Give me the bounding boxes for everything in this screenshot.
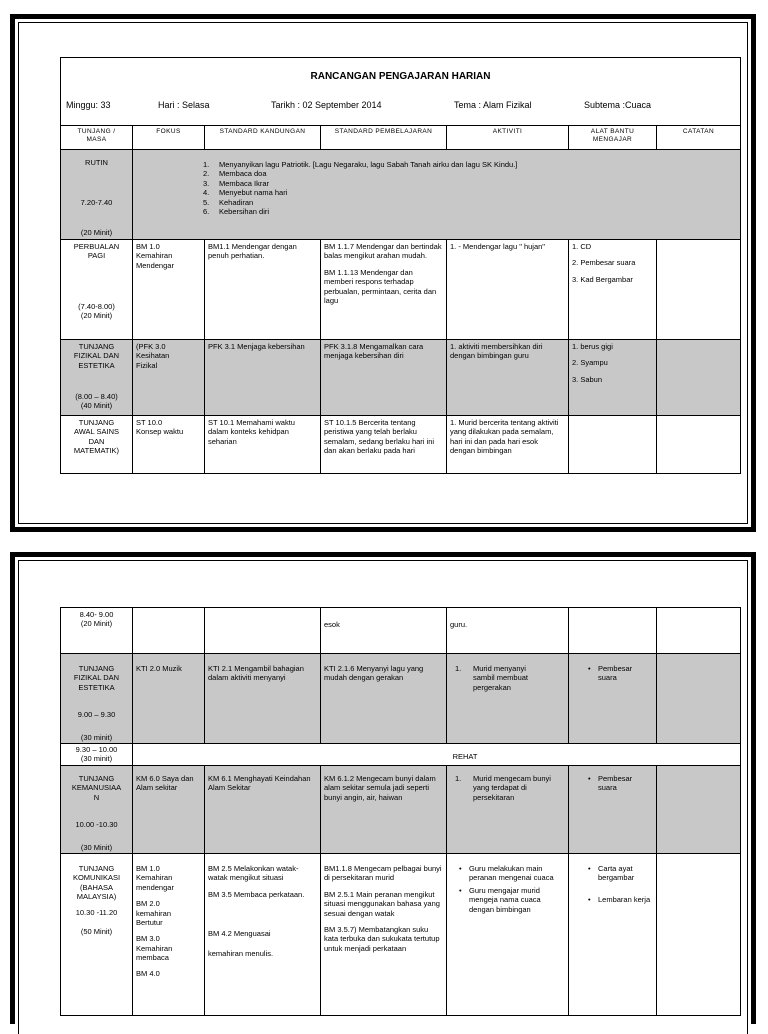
fizikal-abm: [569, 340, 657, 416]
komunikasi-label: TUNJANG KOMUNIKASI (BAHASA MALAYSIA): [72, 864, 121, 902]
perbualan-standard-kandungan: BM1.1 Mendengar dengan penuh perhatian.: [205, 240, 321, 340]
perbualan-masa-cell: [61, 240, 133, 340]
komunikasi-masa-cell: [61, 854, 133, 1016]
kemanusiaan-label: TUNJANG KEMANUSIAA N: [71, 774, 122, 802]
fokus-item: BM 1.0 Kemahiran mendengar: [136, 864, 174, 892]
abm-item: 2. Pembesar suara: [572, 258, 636, 268]
muzik-standard-pembelajaran: KTI 2.1.6 Menyanyi lagu yang mudah dengan gerakan: [321, 654, 447, 744]
row-rehat: [61, 744, 741, 766]
abm-item: 2. Syampu: [572, 358, 608, 368]
rutin-item: 3. Membaca Ikrar: [203, 178, 270, 188]
kemanusiaan-abm-cell: [569, 766, 657, 854]
sk-item: BM 3.5 Membaca perkataan.: [208, 889, 305, 899]
cont-time: 8.40- 9.00 (20 Minit): [61, 608, 133, 654]
day-label: Hari : Selasa: [158, 100, 210, 110]
komunikasi-abm: [569, 854, 657, 1016]
kemanusiaan-standard-kandungan: KM 6.1 Menghayati Keindahan Alam Sekitar: [205, 766, 321, 854]
komunikasi-duration: (50 Minit): [80, 926, 113, 936]
komunikasi-time: 10.30 -11.20: [75, 907, 118, 917]
week-label: Minggu: 33: [66, 100, 111, 110]
fokus-item: BM 3.0 Kemahiran membaca: [136, 934, 173, 962]
muzik-duration: (30 minit): [80, 732, 113, 742]
lesson-plan-table-2: [60, 607, 741, 1016]
kemanusiaan-masa-cell: [61, 766, 133, 854]
document-title: RANCANGAN PENGAJARAN HARIAN: [310, 71, 491, 82]
rutin-list: [203, 160, 737, 216]
subtheme-label: Subtema :Cuaca: [584, 100, 652, 110]
header-standard-kandungan: STANDARD KANDUNGAN: [205, 126, 321, 150]
komunikasi-standard-kandungan: [205, 854, 321, 1016]
row-perbualan-pagi: [61, 240, 741, 340]
awal-sains-standard-kandungan: ST 10.1 Memahami waktu dalam konteks kehidpan seharian: [205, 416, 321, 474]
sk-item: BM 2.5 Melakonkan watak-watak mengikut situasi: [208, 864, 299, 883]
sp-item: BM 3.5.7) Membatangkan suku kata terbuka dan sukukata tertutup untuk menjadi perkataan: [324, 924, 440, 953]
muzik-catatan: [657, 654, 741, 744]
sp-item: BM1.1.8 Mengecam pelbagai bunyi di persekitaran murid: [324, 864, 442, 883]
sp-item: BM 2.5.1 Main peranan mengikut situasi menggunakan bahasa yang sesuai dengan watak: [324, 889, 440, 918]
abm-item: 3. Sabun: [572, 374, 603, 384]
rutin-item: 1. Menyanyikan lagu Patriotik. [Lagu Negaraku, lagu Sabah Tanah airku dan lagu SK Kindu.]: [203, 160, 518, 169]
perbualan-aktiviti: 1. - Mendengar lagu " hujan": [447, 240, 569, 340]
rutin-item: 4. Menyebut nama hari: [203, 188, 288, 198]
lesson-plan-table-1: [60, 57, 741, 474]
header-alat-bantu-mengajar: ALAT BANTU MENGAJAR: [569, 126, 657, 150]
header-fokus: FOKUS: [133, 126, 205, 150]
header-catatan: CATATAN: [657, 126, 741, 150]
fizikal-masa-cell: [61, 340, 133, 416]
muzik-aktiviti: Murid menyanyi sambil membuat pergerakan: [473, 664, 529, 692]
rutin-item: 5. Kehadiran: [203, 197, 254, 207]
aktiviti-item: • Guru melakukan main peranan mengenai cuaca: [469, 864, 555, 883]
header-tunjang-masa: TUNJANG / MASA: [61, 126, 133, 150]
abm-item: • Lembaran kerja: [598, 895, 652, 904]
document-page-1: [10, 14, 756, 532]
sk-item: kemahiran menulis.: [208, 948, 274, 958]
rutin-duration: (20 Minit): [80, 227, 113, 237]
row-kemanusiaan: [61, 766, 741, 854]
cont-standard-kandungan: [205, 608, 321, 654]
awal-sains-abm: [569, 416, 657, 474]
perbualan-time: (7.40-8.00) (20 Minit): [78, 302, 115, 321]
aktiviti-item: • Guru mengajar murid mengeja nama cuaca dengan bimbingan: [469, 886, 555, 914]
header-aktiviti: AKTIVITI: [447, 126, 569, 150]
komunikasi-aktiviti: [447, 854, 569, 1016]
muzik-standard-kandungan: KTI 2.1 Mengambil bahagian dalam aktiviti menyanyi: [205, 654, 321, 744]
cont-fokus: [133, 608, 205, 654]
rutin-activities-cell: [133, 150, 741, 240]
header-standard-pembelajaran: STANDARD PEMBELAJARAN: [321, 126, 447, 150]
kemanusiaan-time: 10.00 -10.30: [75, 820, 118, 829]
fizikal-standard-kandungan: PFK 3.1 Menjaga kebersihan: [205, 340, 321, 416]
rehat-label: REHAT: [133, 744, 741, 766]
fizikal-catatan: [657, 340, 741, 416]
kemanusiaan-aktiviti-cell: 1. Murid mengecam bunyi yang terdapat di persekitaran: [447, 766, 569, 854]
kemanusiaan-fokus: KM 6.0 Saya dan Alam sekitar: [133, 766, 205, 854]
fizikal-standard-pembelajaran: PFK 3.1.8 Mengamalkan cara menjaga kebersihan diri: [321, 340, 447, 416]
fokus-item: BM 2.0 kemahiran Bertutur: [136, 899, 172, 927]
perbualan-abm: [569, 240, 657, 340]
awal-sains-fokus: ST 10.0 Konsep waktu: [133, 416, 205, 474]
rutin-time: 7.20-7.40: [80, 198, 113, 207]
fizikal-aktiviti: 1. aktiviti membersihkan diri dengan bimbingan guru: [447, 340, 569, 416]
perbualan-sp-2: BM 1.1.13 Mendengar dan memberi respons terhadap perbualan, permintaan, cerita dan lagu: [324, 267, 437, 305]
kemanusiaan-abm: • Pembesar suara: [598, 774, 642, 793]
abm-item: 1. berus gigi: [572, 342, 613, 351]
row-komunikasi: [61, 854, 741, 1016]
fizikal-time: (8.00 – 8.40) (40 Minit): [75, 392, 118, 411]
document-page-2: [10, 552, 756, 1024]
sk-item: BM 4.2 Menguasai: [208, 929, 271, 939]
perbualan-sp-1: BM 1.1.7 Mendengar dan bertindak balas mengikut arahan mudah.: [324, 242, 442, 261]
awal-sains-label: TUNJANG AWAL SAINS DAN MATEMATIK): [61, 416, 133, 474]
muzik-masa-cell: [61, 654, 133, 744]
awal-sains-catatan: [657, 416, 741, 474]
rutin-label: RUTIN: [85, 158, 108, 167]
muzik-time: 9.00 – 9.30: [77, 710, 116, 719]
rutin-masa-cell: [61, 150, 133, 240]
perbualan-label: PERBUALAN PAGI: [73, 242, 120, 261]
komunikasi-standard-pembelajaran: [321, 854, 447, 1016]
date-label: Tarikh : 02 September 2014: [271, 100, 382, 110]
rutin-item: 6. Kebersihan diri: [203, 206, 270, 216]
fizikal-label: TUNJANG FIZIKAL DAN ESTETIKA: [73, 342, 120, 370]
muzik-abm-cell: [569, 654, 657, 744]
abm-item: 1. CD: [572, 242, 592, 251]
awal-sains-aktiviti: 1. Murid bercerita tentang aktiviti yang dilakukan pada semalam, hari ini dan pada hari esok dengan bimbingan: [447, 416, 569, 474]
kemanusiaan-catatan: [657, 766, 741, 854]
rutin-item: 2. Membaca doa: [203, 169, 267, 179]
row-muzik: [61, 654, 741, 744]
cont-abm: [569, 608, 657, 654]
row-continuation: [61, 608, 741, 654]
muzik-fokus: KTI 2.0 Muzik: [133, 654, 205, 744]
kemanusiaan-standard-pembelajaran: KM 6.1.2 Mengecam bunyi dalam alam sekitar semula jadi seperti bunyi angin, air, haiwan: [321, 766, 447, 854]
theme-label: Tema : Alam Fizikal: [454, 100, 532, 110]
kemanusiaan-duration: (30 Minit): [80, 842, 113, 852]
komunikasi-catatan: [657, 854, 741, 1016]
row-rutin: [61, 150, 741, 240]
row-awal-sains: [61, 416, 741, 474]
perbualan-standard-pembelajaran: [321, 240, 447, 340]
muzik-label: TUNJANG FIZIKAL DAN ESTETIKA: [73, 664, 120, 692]
rehat-time: 9.30 – 10.00 (30 minit): [61, 744, 133, 766]
cont-standard-pembelajaran: esok: [321, 608, 447, 654]
fizikal-fokus: (PFK 3.0 Kesihatan Fizikal: [133, 340, 205, 416]
perbualan-catatan: [657, 240, 741, 340]
abm-item: 3. Kad Bergambar: [572, 274, 633, 284]
document-header: [61, 58, 741, 126]
kemanusiaan-aktiviti: Murid mengecam bunyi yang terdapat di persekitaran: [473, 774, 551, 802]
muzik-aktiviti-cell: 1. Murid menyanyi sambil membuat pergerakan: [447, 654, 569, 744]
row-fizikal-estetika: [61, 340, 741, 416]
muzik-abm: • Pembesar suara: [598, 664, 642, 683]
komunikasi-fokus: [133, 854, 205, 1016]
fokus-item: BM 4.0: [136, 969, 160, 979]
perbualan-fokus: BM 1.0 Kemahiran Mendengar: [133, 240, 205, 340]
awal-sains-standard-pembelajaran: ST 10.1.5 Bercerita tentang peristiwa yang telah berlaku semalam, sedang berlaku hari ini dan akan berlaku pada hari: [321, 416, 447, 474]
abm-item: • Carta ayat bergambar: [598, 864, 652, 883]
cont-catatan: [657, 608, 741, 654]
cont-aktiviti: guru.: [447, 608, 569, 654]
